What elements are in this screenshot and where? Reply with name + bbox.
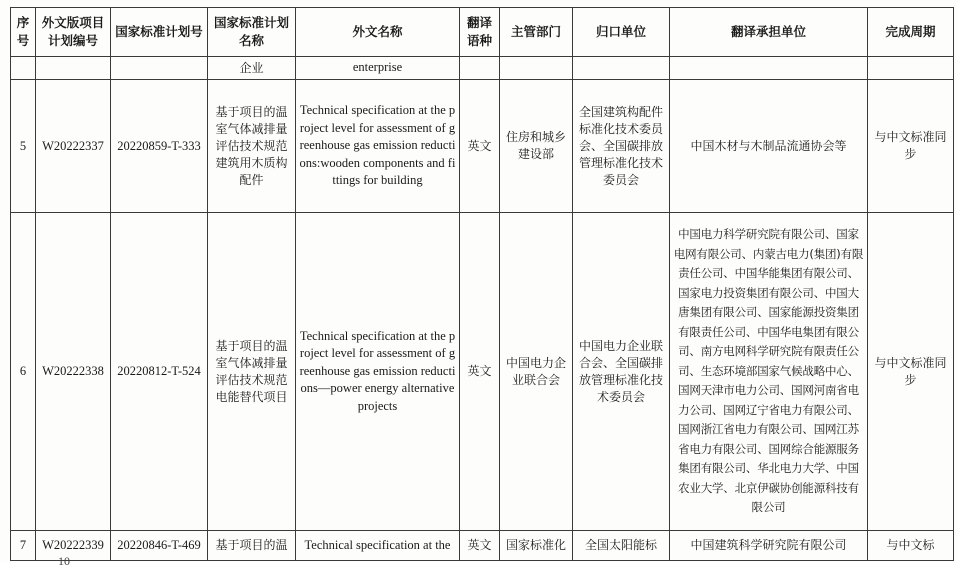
row-centralized-unit: 全国建筑构配件标准化技术委员会、全国碳排放管理标准化技术委员会 (573, 80, 670, 213)
row-authority: 中国电力企业联合会 (500, 213, 573, 531)
row-lang: 英文 (460, 531, 500, 561)
row-translator: 中国木材与木制品流通协会等 (670, 80, 868, 213)
table-row (11, 531, 954, 561)
row-authority: 国家标准化 (500, 531, 573, 561)
header-centralized-unit: 归口单位 (573, 8, 670, 57)
row-national-plan-no: 20220859-T-333 (111, 80, 208, 213)
table-row (11, 213, 954, 531)
row-foreign-plan-no: W20222339 (36, 531, 111, 561)
header-national-plan-no: 国家标准计划号 (111, 8, 208, 57)
page-number: 10 (58, 554, 70, 568)
header-foreign-plan-no: 外文版项目计划编号 (36, 8, 111, 57)
row-seq: 7 (11, 531, 36, 561)
row-lang: 英文 (460, 213, 500, 531)
header-lang: 翻译语种 (460, 8, 500, 57)
row-centralized-unit: 全国太阳能标 (573, 531, 670, 561)
row-foreign-name: Technical specification at the project level for assessment of greenhouse gas emission reductions:wooden components and fittings for building (296, 80, 460, 213)
row-national-plan-no: 20220812-T-524 (111, 213, 208, 531)
table-header-row (11, 8, 954, 57)
row-national-name: 基于项目的温室气体减排量评估技术规范建筑用木质构配件 (208, 80, 296, 213)
row-centralized-unit: 中国电力企业联合会、全国碳排放管理标准化技术委员会 (573, 213, 670, 531)
row-foreign-plan-no: W20222338 (36, 213, 111, 531)
continuation-national-name: 企业 (208, 57, 296, 80)
row-national-name: 基于项目的温室气体减排量评估技术规范电能替代项目 (208, 213, 296, 531)
row-seq: 6 (11, 213, 36, 531)
header-foreign-name: 外文名称 (296, 8, 460, 57)
row-national-name: 基于项目的温 (208, 531, 296, 561)
row-completion: 与中文标 (868, 531, 954, 561)
header-completion: 完成周期 (868, 8, 954, 57)
row-foreign-name: Technical specification at the project level for assessment of greenhouse gas emission reductions—power energy alternative projects (296, 213, 460, 531)
row-national-plan-no: 20220846-T-469 (111, 531, 208, 561)
header-seq: 序号 (11, 8, 36, 57)
table-row (11, 80, 954, 213)
row-foreign-name: Technical specification at the (296, 531, 460, 561)
row-foreign-plan-no: W20222337 (36, 80, 111, 213)
header-national-name: 国家标准计划名称 (208, 8, 296, 57)
row-translator: 中国建筑科学研究院有限公司 (670, 531, 868, 561)
continuation-row (11, 57, 954, 80)
row-lang: 英文 (460, 80, 500, 213)
row-translator: 中国电力科学研究院有限公司、国家电网有限公司、内蒙古电力(集团)有限责任公司、中国华能集团有限公司、国家电力投资集团有限公司、中国大唐集团有限公司、国家能源投资集团有限责任公司、中国华电集团有限公司、南方电网科学研究院有限责任公司、生态环境部国家气候战略中心、国网天津市电力公司、国网河南省电力公司、国网辽宁省电力有限公司、国网浙江省电力有限公司、国网江苏省电力有限公司、国网综合能源服务集团有限公司、华北电力大学、中国农业大学、北京伊碳协创能源科技有限公司 (670, 213, 868, 531)
row-seq: 5 (11, 80, 36, 213)
header-translator: 翻译承担单位 (670, 8, 868, 57)
row-completion: 与中文标准同步 (868, 80, 954, 213)
header-authority: 主管部门 (500, 8, 573, 57)
standards-plan-table (10, 7, 954, 561)
row-completion: 与中文标准同步 (868, 213, 954, 531)
row-authority: 住房和城乡建设部 (500, 80, 573, 213)
continuation-foreign-name: enterprise (296, 57, 460, 80)
